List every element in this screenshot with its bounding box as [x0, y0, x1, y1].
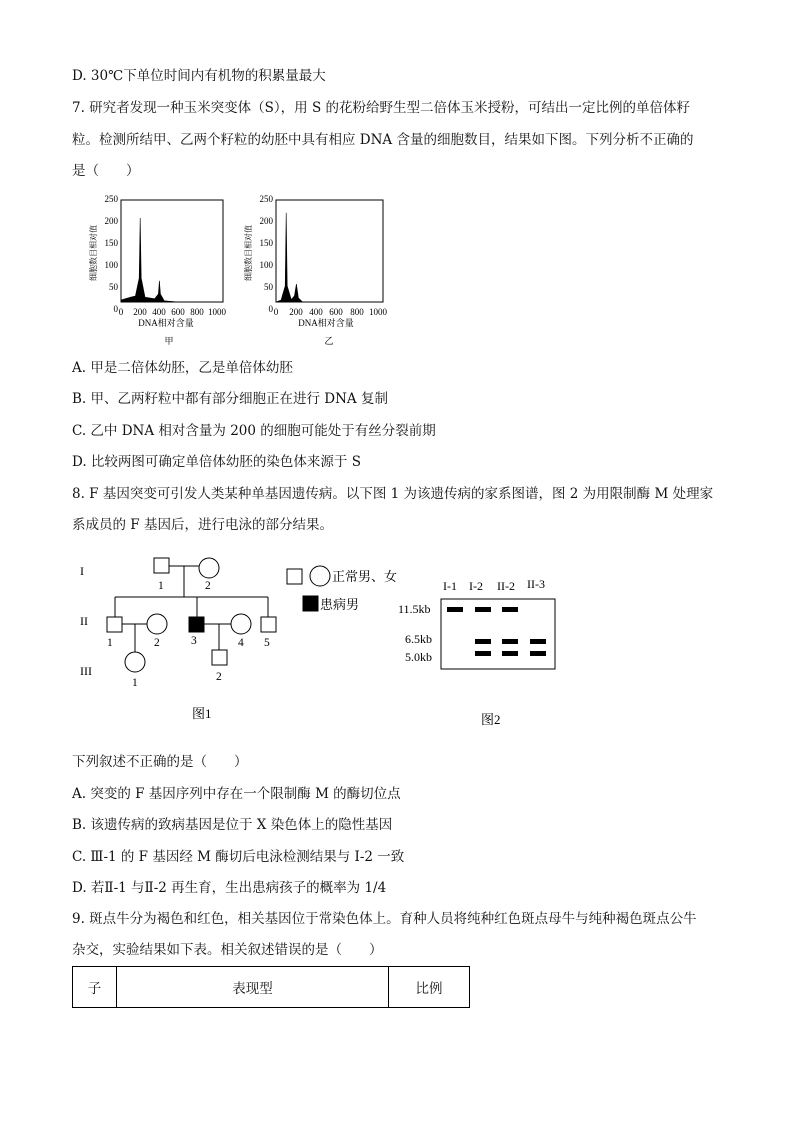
band-5.0kb: [475, 651, 491, 656]
q7-option-d: D. 比较两图可确定单倍体幼胚的染色体来源于 S: [72, 454, 361, 470]
female-normal: [199, 558, 219, 578]
ytick: 100: [104, 260, 118, 270]
q8-option-c: C. Ⅲ-1 的 F 基因经 M 酶切后电泳检测结果与 I-2 一致: [72, 849, 405, 865]
q9-stem-2: 杂交，实验结果如下表。相关叙述错误的是（ ）: [72, 942, 383, 958]
q7-stem-1: 7. 研究者发现一种玉米突变体（S），用 S 的花粉给野生型二倍体玉米授粉，可结出一定比例的单倍体籽: [72, 100, 690, 116]
x-axis-label: DNA相对含量: [298, 318, 354, 328]
band-5.0kb: [530, 651, 546, 656]
svg-text:2: 2: [216, 671, 222, 683]
legend-female-normal: [310, 566, 330, 586]
ytick: 200: [104, 216, 118, 226]
chart-caption: 甲: [164, 336, 174, 346]
y-axis-label: 细胞数目相对值: [89, 225, 98, 281]
xtick: 800: [190, 307, 204, 317]
q7-option-a: A. 甲是二倍体幼胚，乙是单倍体幼胚: [72, 360, 293, 376]
size-label: 11.5kb: [398, 602, 431, 616]
q8-stem-1: 8. F 基因突变可引发人类某种单基因遗传病。以下图 1 为该遗传病的家系图谱，图 2 为用限制酶 M 处理家: [72, 486, 714, 502]
ytick: 0: [268, 304, 273, 314]
female-normal: [147, 614, 167, 634]
generation-label: III: [80, 664, 92, 678]
band-11.5kb: [447, 607, 463, 612]
svg-text:1: 1: [107, 637, 113, 649]
q7-option-b: B. 甲、乙两籽粒中都有部分细胞正在进行 DNA 复制: [72, 391, 388, 407]
result-table: [72, 966, 470, 1008]
option-d-q6: D. 30℃下单位时间内有机物的积累量最大: [72, 68, 326, 84]
ytick: 0: [113, 304, 118, 314]
svg-text:5: 5: [264, 637, 270, 649]
x-axis-label: DNA相对含量: [138, 318, 194, 328]
table-header-cell: 子: [73, 967, 117, 1007]
table-header-cell: 表现型: [117, 967, 389, 1007]
legend-normal-label: 正常男、女: [332, 569, 398, 584]
ytick: 50: [109, 282, 118, 292]
svg-text:1: 1: [132, 677, 138, 689]
y-axis-label: 细胞数目相对值: [244, 225, 253, 281]
svg-text:1: 1: [158, 580, 164, 592]
male-normal: [261, 617, 276, 632]
ytick: 250: [104, 194, 118, 204]
xtick: 800: [350, 307, 364, 317]
q7-stem-3: 是（ ）: [72, 163, 140, 179]
xtick: 400: [152, 307, 166, 317]
pedigree-figure: [70, 548, 420, 728]
band-6.5kb: [530, 639, 546, 644]
yi-data-line: [276, 213, 378, 302]
lane-label: II-3: [527, 577, 545, 591]
female-normal: [125, 652, 145, 672]
chart-caption: 乙: [324, 336, 334, 346]
table-header-cell: 比例: [415, 981, 443, 997]
q8-question: 下列叙述不正确的是（ ）: [72, 754, 248, 770]
band-6.5kb: [502, 639, 518, 644]
chart-jia: [80, 188, 240, 358]
xtick: 600: [329, 307, 343, 317]
size-label: 6.5kb: [405, 632, 432, 646]
svg-text:2: 2: [154, 637, 160, 649]
male-normal: [107, 617, 122, 632]
q8-stem-2: 系成员的 F 基因后，进行电泳的部分结果。: [72, 517, 333, 533]
band-11.5kb: [475, 607, 491, 612]
lane-label: I-1: [443, 579, 457, 593]
ytick: 50: [264, 282, 273, 292]
xtick: 1000: [208, 307, 226, 317]
lane-label: I-2: [469, 579, 483, 593]
figure-caption: 图2: [481, 712, 501, 727]
legend-male-normal: [287, 569, 302, 584]
ytick: 250: [259, 194, 273, 204]
generation-label: I: [80, 564, 84, 578]
xtick: 0: [118, 307, 124, 317]
ytick: 150: [259, 238, 273, 248]
ytick: 200: [259, 216, 273, 226]
generation-label: II: [80, 614, 88, 628]
q8-option-a: A. 突变的 F 基因序列中存在一个限制酶 M 的酶切位点: [72, 786, 401, 802]
band-6.5kb: [475, 639, 491, 644]
legend-male-affected: [303, 596, 318, 611]
xtick: 200: [133, 307, 147, 317]
svg-text:2: 2: [205, 580, 211, 592]
svg-text:4: 4: [238, 637, 244, 649]
ytick: 150: [104, 238, 118, 248]
chart-yi: [240, 188, 400, 358]
band-5.0kb: [502, 651, 518, 656]
ytick: 100: [259, 260, 273, 270]
band-11.5kb: [502, 607, 518, 612]
size-label: 5.0kb: [405, 650, 432, 664]
xtick: 0: [273, 307, 279, 317]
legend-affected-label: 患病男: [320, 597, 360, 612]
q9-stem-1: 9. 斑点牛分为褐色和红色，相关基因位于常染色体上。育种人员将纯种红色斑点母牛与纯种褐色斑点公牛: [72, 911, 697, 927]
svg-text:3: 3: [191, 635, 197, 647]
male-normal: [212, 650, 227, 665]
xtick: 200: [289, 307, 303, 317]
female-normal: [231, 614, 251, 634]
xtick: 600: [171, 307, 185, 317]
q7-stem-2: 粒。检测所结甲、乙两个籽粒的幼胚中具有相应 DNA 含量的细胞数目，结果如下图。下列分析不正确的: [72, 132, 694, 148]
male-affected: [189, 617, 204, 632]
q7-option-c: C. 乙中 DNA 相对含量为 200 的细胞可能处于有丝分裂前期: [72, 423, 436, 439]
q8-option-b: B. 该遗传病的致病基因是位于 X 染色体上的隐性基因: [72, 817, 393, 833]
q8-option-d: D. 若Ⅱ-1 与Ⅱ-2 再生育，生出患病孩子的概率为 1/4: [72, 880, 387, 896]
figure-caption: 图1: [192, 706, 212, 721]
xtick: 1000: [369, 307, 387, 317]
gel-figure: [395, 570, 565, 732]
male-normal: [154, 558, 169, 573]
xtick: 400: [309, 307, 323, 317]
lane-label: II-2: [497, 579, 515, 593]
jia-data-line: [121, 218, 217, 302]
